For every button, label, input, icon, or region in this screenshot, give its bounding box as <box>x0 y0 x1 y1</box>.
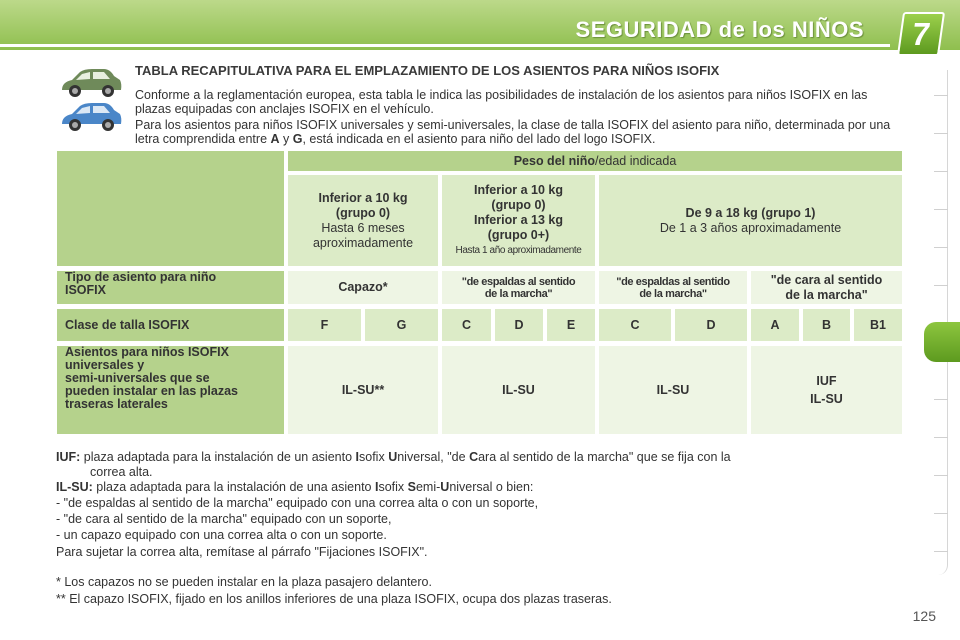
size-class-value: C <box>630 317 640 332</box>
group-title: De 9 a 18 kg (grupo 1) <box>685 205 816 220</box>
intro-letter-g: G <box>292 132 303 146</box>
size-class-cell <box>599 309 671 341</box>
note-term: IL-SU: <box>56 480 93 494</box>
seats-cell <box>599 346 747 434</box>
type-text: de la marcha" <box>639 287 707 300</box>
seats-cell <box>288 346 438 434</box>
note-letter: S <box>407 480 416 494</box>
group-cell-0plus <box>442 175 595 266</box>
note-text: sofix <box>378 480 408 494</box>
side-tab-chapter-7[interactable] <box>924 322 960 362</box>
note-text: sofix <box>359 450 389 464</box>
row-label-line: Asientos para niños ISOFIX <box>65 345 229 359</box>
note-text: ara al sentido de la marcha" que se fija con la <box>478 450 731 464</box>
size-class-value: F <box>320 317 329 332</box>
side-tab-tick <box>934 475 948 476</box>
note-iuf <box>56 450 906 480</box>
seats-cell <box>751 346 902 434</box>
page-number: 125 <box>912 608 936 624</box>
type-cell-rear-facing <box>442 271 595 304</box>
size-class-value: B1 <box>870 317 886 332</box>
group-age: Hasta 6 meses <box>321 220 405 235</box>
weight-header-rest: /edad indicada <box>594 153 677 168</box>
side-tab-tick <box>934 285 948 286</box>
size-class-cell <box>495 309 543 341</box>
size-class-cell <box>442 309 491 341</box>
side-tab-tick <box>934 551 948 552</box>
note-text: emi- <box>415 480 441 494</box>
note-letter: U <box>388 450 398 464</box>
weight-header-bold: Peso del niño <box>513 153 595 168</box>
row-label-line: semi-universales que se <box>65 371 210 385</box>
footnote-isofix-capazo: ** El capazo ISOFIX, fijado en los anillos inferiores de una plaza ISOFIX, ocupa dos plazas traseras. <box>56 592 612 606</box>
note-text: niversal o bien: <box>449 480 534 494</box>
type-text: "de espaldas al sentido <box>461 275 576 288</box>
note-letter: I <box>355 450 359 464</box>
side-tab-tick <box>934 95 948 96</box>
row-label-line: Tipo de asiento para niño <box>65 270 217 284</box>
list-item: - "de espaldas al sentido de la marcha" equipado con una correa alta o con un soporte, <box>56 496 539 510</box>
size-class-cell <box>803 309 850 341</box>
size-class-cell <box>547 309 595 341</box>
size-class-value: D <box>706 317 716 332</box>
group-title: Inferior a 13 kg <box>474 213 563 227</box>
type-cell-rear-facing <box>599 271 747 304</box>
row-label-size-class <box>57 309 284 341</box>
note-text: plaza adaptada para la instalación de una asiento <box>92 480 375 494</box>
type-text: "de espaldas al sentido <box>616 275 730 288</box>
size-class-value: G <box>396 317 407 332</box>
group-cell-0 <box>288 175 438 266</box>
type-text: de la marcha" <box>785 287 868 302</box>
note-letter: U <box>440 480 450 494</box>
intro-paragraph: Conforme a la reglamentación europea, esta tabla le indica las posibilidades de instalación de los asientos para niños ISOFIX en las plazas equipadas con anclajes ISOFIX en el vehículo. <box>135 88 868 116</box>
side-tab-tick <box>934 133 948 134</box>
seats-value: IL-SU** <box>341 382 385 397</box>
section-heading: TABLA RECAPITULATIVA PARA EL EMPLAZAMIENTO DE LOS ASIENTOS PARA NIÑOS ISOFIX <box>135 63 720 78</box>
size-class-cell <box>751 309 799 341</box>
car-blue-icon <box>58 100 124 136</box>
note-text: plaza adaptada para la instalación de un asiento <box>80 450 356 464</box>
row-label-line: traseras laterales <box>65 397 168 411</box>
size-class-cell <box>675 309 747 341</box>
note-letter: C <box>469 450 479 464</box>
intro-letter-a: A <box>270 132 280 146</box>
group-title: Inferior a 10 kg <box>318 190 408 205</box>
note-text: niversal, "de <box>397 450 470 464</box>
group-title: Inferior a 10 kg <box>474 183 563 197</box>
note-ilsu <box>56 480 906 495</box>
size-class-value: C <box>461 317 472 332</box>
side-tab-tick <box>934 171 948 172</box>
row-label-seat-type <box>57 271 284 304</box>
strap-reference: Para sujetar la correa alta, remítase al párrafo "Fijaciones ISOFIX". <box>56 545 428 559</box>
group-sub: (grupo 0+) <box>487 228 550 242</box>
group-age: aproximadamente <box>312 235 414 250</box>
size-class-value: E <box>566 317 576 332</box>
chapter-badge: 7 <box>897 12 945 56</box>
size-class-cell <box>288 309 361 341</box>
list-item: - "de cara al sentido de la marcha" equipado con un soporte, <box>56 512 392 526</box>
group-cell-1 <box>599 175 902 266</box>
seats-value: IL-SU <box>656 382 690 397</box>
page-title: SEGURIDAD de los NIÑOS <box>575 17 864 42</box>
intro-text: , está indicada en el asiento para niño del lado del logo ISOFIX. <box>302 132 656 146</box>
row-label-line: universales y <box>65 358 145 372</box>
note-letter: I <box>374 480 379 494</box>
note-term: IUF: <box>56 450 81 464</box>
size-class-cell <box>854 309 902 341</box>
row-label-line: pueden instalar en las plazas <box>65 384 238 398</box>
list-item: - un capazo equipado con una correa alta o con un soporte. <box>56 528 387 542</box>
group-sub: (grupo 0) <box>335 205 391 220</box>
footnote-capazo: * Los capazos no se pueden instalar en la plaza pasajero delantero. <box>56 575 432 589</box>
intro-text: y <box>279 132 293 146</box>
row-label-seats <box>57 346 284 434</box>
side-tab-tick <box>934 399 948 400</box>
note-text: correa alta. <box>90 465 153 479</box>
weight-header <box>288 151 902 171</box>
group-sub: (grupo 0) <box>491 198 546 212</box>
seats-value: IL-SU <box>810 392 843 406</box>
side-tab-tick <box>934 437 948 438</box>
row-label-line: Clase de talla ISOFIX <box>65 317 190 332</box>
type-cell-capazo <box>288 271 438 304</box>
side-tab-tick <box>934 247 948 248</box>
intro-text: Para los asientos para niños ISOFIX universales y semi-universales, la clase de talla ISOFIX del asiento para niño, determinada por una letra comprendida entre <box>135 118 891 146</box>
size-class-value: B <box>821 317 832 332</box>
car-green-icon <box>58 66 124 102</box>
group-age: Hasta 1 año aproximadamente <box>455 245 582 256</box>
header-divider-line <box>0 44 890 47</box>
row-label-line: ISOFIX <box>65 283 106 297</box>
seats-value: IUF <box>816 374 837 388</box>
size-class-cell <box>365 309 438 341</box>
seats-value: IL-SU <box>502 382 535 397</box>
size-class-value: D <box>514 317 524 332</box>
type-cell-forward-facing <box>751 271 902 304</box>
table-corner <box>57 151 284 266</box>
type-text: Capazo* <box>338 280 388 294</box>
side-tab-tick <box>934 513 948 514</box>
size-class-value: A <box>770 317 780 332</box>
type-text: "de cara al sentido <box>770 272 883 287</box>
intro-paragraph-size-class <box>135 118 903 146</box>
seats-cell <box>442 346 595 434</box>
type-text: de la marcha" <box>484 287 553 300</box>
group-age: De 1 a 3 años aproximadamente <box>659 220 842 235</box>
side-tab-tick <box>934 209 948 210</box>
